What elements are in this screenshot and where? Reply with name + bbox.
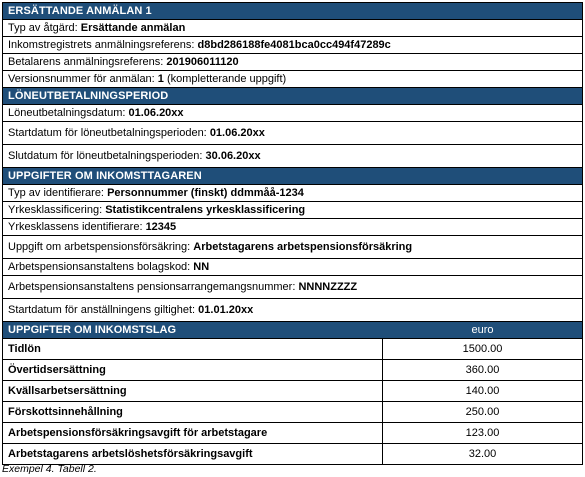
field-row [2,235,583,258]
income-row [2,338,583,359]
field-value: d8bd286188fe4081bca0cc494f47289c [197,39,391,51]
income-row [2,401,583,422]
field-value: 01.06.20xx [209,127,265,139]
field-label: Startdatum för löneutbetalningsperioden: [8,127,210,139]
report-document [2,2,583,465]
field-label: Versionsnummer för anmälan: [8,73,158,85]
field-value: Arbetstagarens arbetspensionsförsäkring [193,241,413,253]
income-label: Kvällsarbetsersättning [3,381,383,401]
field-row [2,104,583,121]
field-label: Yrkesklassens identifierare: [8,221,146,233]
section-header-inkomsttagaren: UPPGIFTER OM INKOMSTTAGAREN [2,167,583,184]
field-value: Ersättande anmälan [80,22,186,34]
field-label: Typ av åtgärd: [8,22,81,34]
section-header-ersattande: ERSÄTTANDE ANMÄLAN 1 [2,2,583,19]
field-row [2,36,583,53]
field-value: 01.06.20xx [128,107,184,119]
field-value: 1 [157,73,164,85]
income-amount: 1500.00 [462,343,503,355]
field-label: Löneutbetalningsdatum: [8,107,129,119]
field-label: Yrkesklassificering: [8,204,106,216]
field-label: Arbetspensionsanstaltens pensionsarrangemangsnummer: [8,281,299,293]
field-value: 12345 [145,221,177,233]
income-amount: 360.00 [465,364,500,376]
field-label: Arbetspensionsanstaltens bolagskod: [8,261,194,273]
income-row [2,380,583,401]
field-suffix: (kompletterande uppgift) [163,73,287,85]
field-row [2,184,583,201]
field-label: Betalarens anmälningsreferens: [8,56,167,68]
field-row [2,70,583,87]
income-row [2,359,583,380]
income-row [2,422,583,443]
field-value: NN [193,261,210,273]
field-row [2,53,583,70]
income-amount: 140.00 [465,385,500,397]
income-type-heading: UPPGIFTER OM INKOMSTSLAG [8,324,177,336]
income-amount: 123.00 [465,427,500,439]
field-label: Typ av identifierare: [8,187,108,199]
currency-heading: euro [471,324,494,336]
field-value: 01.01.20xx [198,304,254,316]
field-value: NNNNZZZZ [298,281,358,293]
income-row [2,443,583,465]
field-value: Personnummer (finskt) ddmmåå-1234 [107,187,304,199]
income-table-header [2,321,583,338]
field-label: Startdatum för anställningens giltighet: [8,304,199,316]
income-label: Arbetspensionsförsäkringsavgift för arbetstagare [3,423,383,443]
field-value: 30.06.20xx [205,150,261,162]
field-label: Uppgift om arbetspensionsförsäkring: [8,241,194,253]
field-value: Statistikcentralens yrkesklassificering [105,204,306,216]
field-row [2,201,583,218]
field-row [2,19,583,36]
field-label: Inkomstregistrets anmälningsreferens: [8,39,198,51]
field-row [2,218,583,235]
income-label: Förskottsinnehållning [3,402,383,422]
field-row [2,144,583,167]
income-label: Övertidsersättning [3,360,383,380]
field-row [2,121,583,144]
field-row [2,258,583,275]
income-label: Tidlön [3,339,383,359]
income-amount: 250.00 [465,406,500,418]
field-label: Slutdatum för löneutbetalningsperioden: [8,150,206,162]
income-label: Arbetstagarens arbetslöshetsförsäkringsavgift [3,444,383,464]
income-amount: 32.00 [468,448,497,460]
field-row [2,298,583,321]
field-value: 201906011120 [166,56,239,68]
section-header-loneutbetalning: LÖNEUTBETALNINGSPERIOD [2,87,583,104]
field-row [2,275,583,298]
table-caption: Exempel 4. Tabell 2. [2,463,97,475]
